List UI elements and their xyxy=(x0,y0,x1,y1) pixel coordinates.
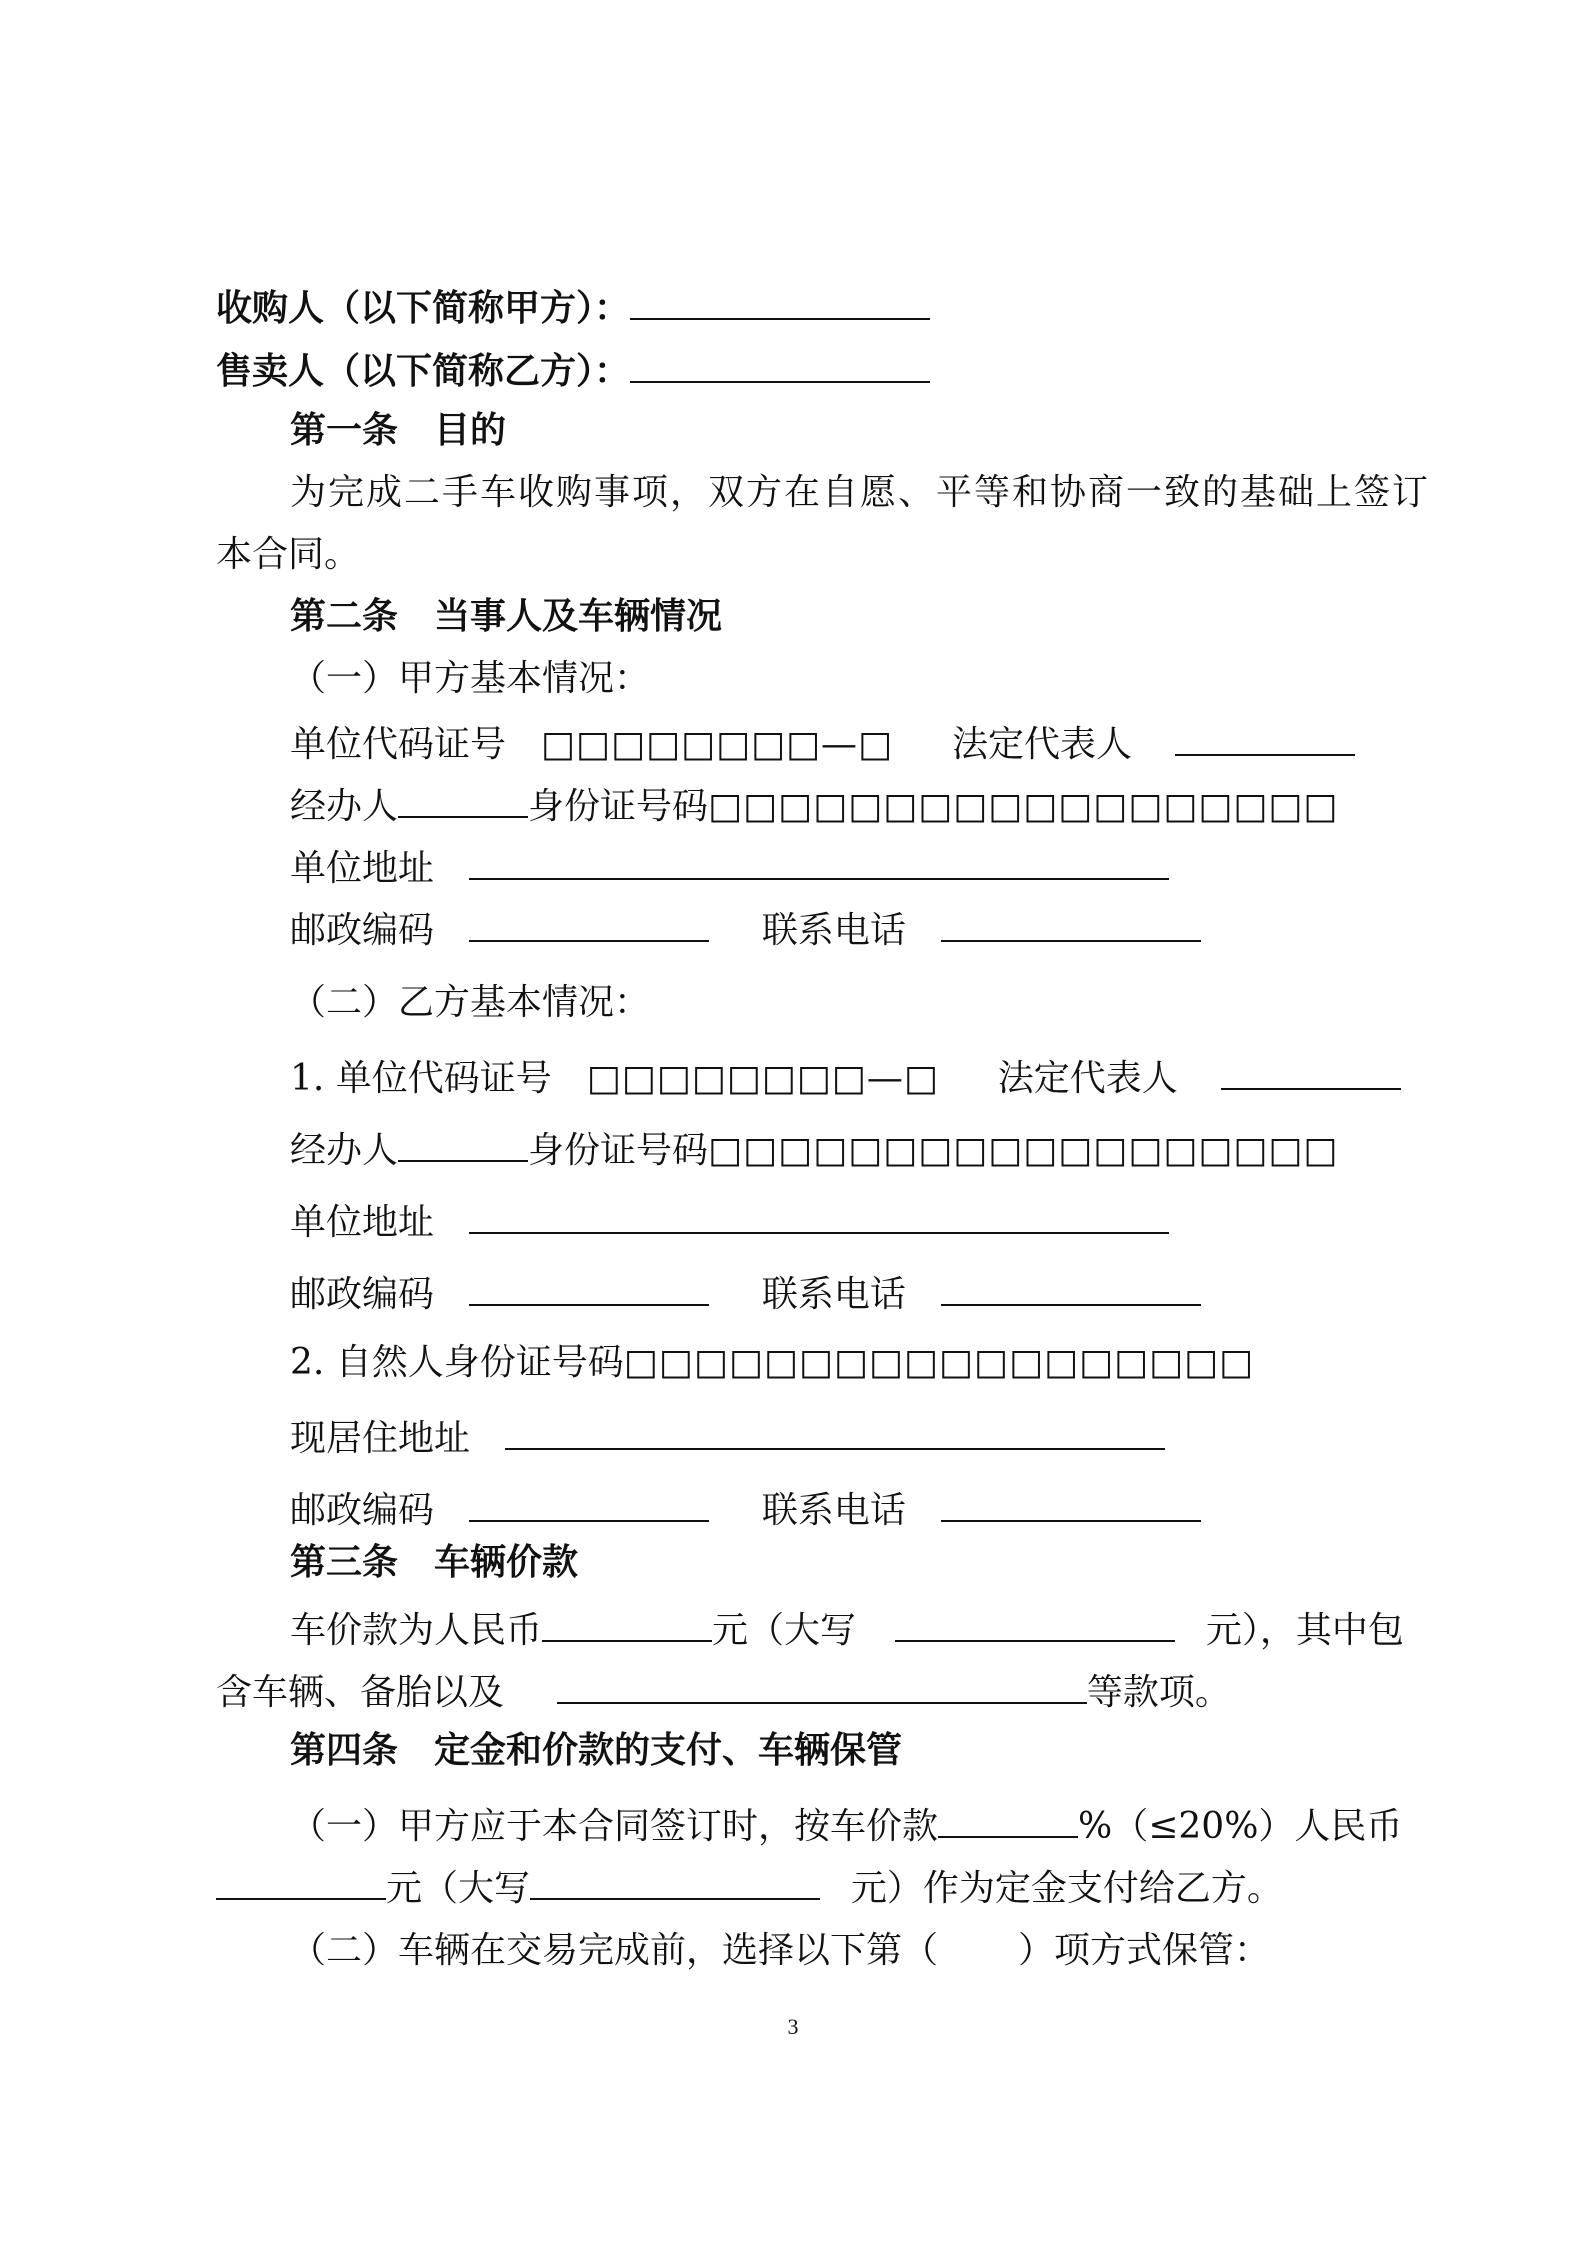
party-a-agent-blank[interactable] xyxy=(398,780,528,818)
party-b-agent-line xyxy=(290,1124,1586,1174)
buyer-line xyxy=(216,282,1586,332)
deposit-percent-blank[interactable] xyxy=(938,1800,1078,1838)
party-b-agent-blank[interactable] xyxy=(398,1124,528,1162)
car-price-capital-label: 元（大写 xyxy=(712,1610,857,1651)
page-number: 3 xyxy=(787,2014,799,2039)
party-a-heading: （一）甲方基本情况： xyxy=(290,658,651,699)
party-a-org-code-boxes[interactable]: □□□□□□□□—□ xyxy=(540,724,894,765)
party-b-postcode2-label: 邮政编码 xyxy=(290,1490,435,1531)
seller-label: 售卖人（以下简称乙方）： xyxy=(216,351,631,392)
party-b-postcode2-blank[interactable] xyxy=(469,1484,709,1522)
party-b-legal-rep-blank[interactable] xyxy=(1221,1052,1401,1090)
party-b-contact-line xyxy=(290,1268,1586,1318)
party-b-legal-rep-label: 法定代表人 xyxy=(997,1058,1178,1099)
party-b-residence-blank[interactable] xyxy=(505,1412,1165,1450)
party-a-org-line xyxy=(290,718,1586,768)
article4-p2-line xyxy=(290,1928,1586,1974)
party-b-phone-label: 联系电话 xyxy=(761,1274,906,1315)
deposit-amount-blank[interactable] xyxy=(216,1862,386,1900)
included-items-label: 含车辆、备胎以及 xyxy=(216,1672,505,1713)
party-a-contact-line xyxy=(290,904,1586,954)
buyer-blank[interactable] xyxy=(630,282,930,320)
deposit-suffix: 元）作为定金支付给乙方。 xyxy=(850,1868,1283,1909)
storage-option-suffix: ）项方式保管： xyxy=(1018,1930,1271,1971)
party-a-postcode-label: 邮政编码 xyxy=(290,910,435,951)
deposit-intro: （一）甲方应于本合同签订时，按车价款 xyxy=(290,1806,939,1847)
car-price-blank[interactable] xyxy=(542,1604,712,1642)
party-a-phone-blank[interactable] xyxy=(941,904,1201,942)
article1-title: 第一条 目的 xyxy=(290,410,507,451)
party-b-id-label: 身份证号码 xyxy=(528,1130,709,1171)
party-b-id-boxes[interactable]: □□□□□□□□□□□□□□□□□□ xyxy=(708,1130,1339,1171)
party-a-id-boxes[interactable]: □□□□□□□□□□□□□□□□□□ xyxy=(708,786,1339,827)
party-a-agent-line xyxy=(290,780,1586,830)
deposit-percent-label: %（≤20%）人民币 xyxy=(1078,1806,1403,1847)
included-items-blank[interactable] xyxy=(557,1666,1087,1704)
party-a-address-line xyxy=(290,842,1586,892)
included-items-suffix: 等款项。 xyxy=(1086,1672,1231,1713)
article3-line2 xyxy=(216,1666,1586,1716)
storage-option-label: （二）车辆在交易完成前，选择以下第（ xyxy=(290,1930,939,1971)
party-a-legal-rep-label: 法定代表人 xyxy=(951,724,1132,765)
party-b-org-line xyxy=(290,1052,1586,1102)
party-b-residence-label: 现居住地址 xyxy=(290,1418,471,1459)
buyer-label: 收购人（以下简称甲方）： xyxy=(216,288,631,329)
seller-line xyxy=(216,345,1586,395)
party-a-address-blank[interactable] xyxy=(469,842,1169,880)
party-b-natural-id-boxes[interactable]: □□□□□□□□□□□□□□□□□□ xyxy=(623,1342,1255,1383)
article1-text-line1: 为完成二手车收购事项，双方在自愿、平等和协商一致的基础上签订 xyxy=(290,472,1431,513)
seller-blank[interactable] xyxy=(630,345,930,383)
party-b-address-line xyxy=(290,1196,1586,1246)
article4-p1-line1 xyxy=(290,1800,1586,1850)
party-b-phone2-blank[interactable] xyxy=(941,1484,1201,1522)
party-b-postcode-blank[interactable] xyxy=(469,1268,709,1306)
party-b-heading: （二）乙方基本情况： xyxy=(290,982,651,1023)
car-price-included-label: 元），其中包 xyxy=(1205,1610,1404,1651)
party-b-natural-id-label: 2. 自然人身份证号码 xyxy=(290,1342,624,1383)
deposit-capital-blank[interactable] xyxy=(530,1862,820,1900)
party-b-postcode-label: 邮政编码 xyxy=(290,1274,435,1315)
article1-text-line2: 本合同。 xyxy=(216,534,361,575)
party-a-address-label: 单位地址 xyxy=(290,848,435,889)
car-price-capital-blank[interactable] xyxy=(895,1604,1175,1642)
party-b-natural-id-line xyxy=(290,1340,1586,1386)
party-b-address-blank[interactable] xyxy=(469,1196,1169,1234)
party-a-agent-label: 经办人 xyxy=(290,786,399,827)
party-a-legal-rep-blank[interactable] xyxy=(1175,718,1355,756)
party-b-agent-label: 经办人 xyxy=(290,1130,399,1171)
party-b-contact2-line xyxy=(290,1484,1586,1534)
party-b-org-code-boxes[interactable]: □□□□□□□□—□ xyxy=(586,1058,939,1099)
article4-p1-line2 xyxy=(216,1862,1586,1912)
party-b-phone-blank[interactable] xyxy=(941,1268,1201,1306)
party-a-org-code-label: 单位代码证号 xyxy=(290,724,507,765)
party-a-postcode-blank[interactable] xyxy=(469,904,709,942)
article3-title: 第三条 车辆价款 xyxy=(290,1542,579,1583)
party-b-residence-line xyxy=(290,1412,1586,1462)
party-b-address-label: 单位地址 xyxy=(290,1202,435,1243)
party-a-id-label: 身份证号码 xyxy=(528,786,709,827)
car-price-label: 车价款为人民币 xyxy=(290,1610,543,1651)
party-a-phone-label: 联系电话 xyxy=(761,910,906,951)
party-b-phone2-label: 联系电话 xyxy=(761,1490,906,1531)
article2-title: 第二条 当事人及车辆情况 xyxy=(290,596,723,637)
article3-line1 xyxy=(290,1604,1586,1654)
article4-title: 第四条 定金和价款的支付、车辆保管 xyxy=(290,1730,903,1771)
party-b-org-code-label: 1. 单位代码证号 xyxy=(290,1058,552,1099)
deposit-capital-label: 元（大写 xyxy=(386,1868,531,1909)
